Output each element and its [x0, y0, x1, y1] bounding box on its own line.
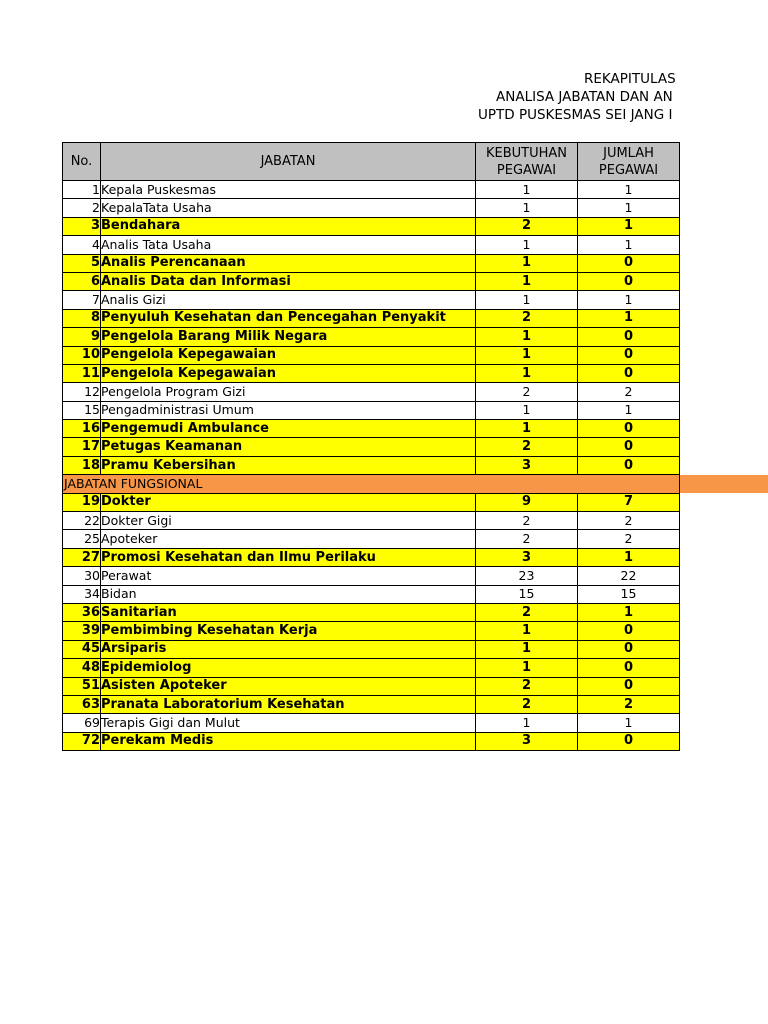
row-kebutuhan: 15 — [476, 585, 578, 603]
row-jumlah: 1 — [578, 217, 680, 235]
row-jumlah: 0 — [578, 438, 680, 456]
report-title-line-3: UPTD PUSKESMAS SEI JANG I — [478, 107, 673, 123]
row-kebutuhan: 3 — [476, 456, 578, 474]
row-jumlah: 0 — [578, 364, 680, 382]
row-kebutuhan: 1 — [476, 714, 578, 732]
row-jumlah: 0 — [578, 732, 680, 750]
row-jabatan: Terapis Gigi dan Mulut — [101, 714, 476, 732]
row-no: 11 — [63, 364, 101, 382]
table-row — [63, 732, 680, 750]
row-jumlah: 2 — [578, 530, 680, 548]
table-row — [63, 456, 680, 474]
row-no: 19 — [63, 493, 101, 511]
row-jabatan: Arsiparis — [101, 640, 476, 658]
row-jabatan: Asisten Apoteker — [101, 677, 476, 695]
row-no: 72 — [63, 732, 101, 750]
row-jumlah: 2 — [578, 695, 680, 713]
row-kebutuhan: 1 — [476, 236, 578, 254]
table-row — [63, 401, 680, 419]
row-jumlah: 1 — [578, 603, 680, 621]
table-row — [63, 291, 680, 309]
col-header-jumlah-line1: JUMLAH — [603, 145, 654, 161]
row-no: 36 — [63, 603, 101, 621]
table-row — [63, 420, 680, 438]
row-jabatan: Pranata Laboratorium Kesehatan — [101, 695, 476, 713]
row-jabatan: Pengadministrasi Umum — [101, 401, 476, 419]
table-row — [63, 567, 680, 585]
col-header-jumlah-line2: PEGAWAI — [598, 162, 659, 178]
row-no: 25 — [63, 530, 101, 548]
row-jabatan: Analis Tata Usaha — [101, 236, 476, 254]
row-jabatan: Pengelola Kepegawaian — [101, 346, 476, 364]
row-kebutuhan: 1 — [476, 640, 578, 658]
table-body-fungsional — [63, 493, 680, 750]
row-no: 2 — [63, 199, 101, 217]
row-kebutuhan: 1 — [476, 401, 578, 419]
row-kebutuhan: 2 — [476, 530, 578, 548]
row-jumlah: 0 — [578, 328, 680, 346]
table-row — [63, 254, 680, 272]
row-no: 39 — [63, 622, 101, 640]
row-kebutuhan: 1 — [476, 659, 578, 677]
row-jabatan: Penyuluh Kesehatan dan Pencegahan Penyakit — [101, 309, 476, 327]
row-jabatan: Petugas Keamanan — [101, 438, 476, 456]
table-row — [63, 512, 680, 530]
row-no: 45 — [63, 640, 101, 658]
row-jabatan: Epidemiolog — [101, 659, 476, 677]
row-no: 5 — [63, 254, 101, 272]
table-row — [63, 640, 680, 658]
row-kebutuhan: 2 — [476, 309, 578, 327]
row-kebutuhan: 2 — [476, 438, 578, 456]
table-row — [63, 236, 680, 254]
table-row — [63, 217, 680, 235]
row-jabatan: Pembimbing Kesehatan Kerja — [101, 622, 476, 640]
row-kebutuhan: 1 — [476, 254, 578, 272]
table-row — [63, 346, 680, 364]
row-no: 27 — [63, 548, 101, 566]
table-row — [63, 438, 680, 456]
row-jumlah: 1 — [578, 714, 680, 732]
row-kebutuhan: 2 — [476, 383, 578, 401]
section-row-extension — [680, 475, 768, 493]
section-row-fungsional — [63, 475, 680, 493]
row-jabatan: Sanitarian — [101, 603, 476, 621]
table-row — [63, 364, 680, 382]
table-row — [63, 199, 680, 217]
row-kebutuhan: 1 — [476, 199, 578, 217]
jabatan-table — [62, 142, 680, 751]
row-jabatan: Analis Perencanaan — [101, 254, 476, 272]
row-no: 3 — [63, 217, 101, 235]
table-row — [63, 383, 680, 401]
table-row — [63, 328, 680, 346]
row-no: 4 — [63, 236, 101, 254]
row-kebutuhan: 1 — [476, 181, 578, 199]
report-title-line-1: REKAPITULAS — [584, 71, 676, 87]
table-row — [63, 695, 680, 713]
row-jabatan: Apoteker — [101, 530, 476, 548]
table-row — [63, 530, 680, 548]
row-jabatan: Promosi Kesehatan dan Ilmu Perilaku — [101, 548, 476, 566]
row-kebutuhan: 2 — [476, 677, 578, 695]
section-label: JABATAN FUNGSIONAL — [63, 475, 680, 493]
row-jumlah: 0 — [578, 640, 680, 658]
row-jumlah: 1 — [578, 291, 680, 309]
row-jabatan: Perawat — [101, 567, 476, 585]
table-row — [63, 272, 680, 290]
row-jumlah: 0 — [578, 622, 680, 640]
row-no: 30 — [63, 567, 101, 585]
row-jumlah: 1 — [578, 236, 680, 254]
row-jumlah: 0 — [578, 254, 680, 272]
row-jumlah: 1 — [578, 181, 680, 199]
row-jumlah: 1 — [578, 548, 680, 566]
row-kebutuhan: 1 — [476, 272, 578, 290]
row-kebutuhan: 1 — [476, 328, 578, 346]
row-kebutuhan: 3 — [476, 548, 578, 566]
row-jabatan: Pengelola Program Gizi — [101, 383, 476, 401]
row-jumlah: 0 — [578, 677, 680, 695]
row-jabatan: Analis Data dan Informasi — [101, 272, 476, 290]
row-no: 22 — [63, 512, 101, 530]
row-jabatan: Perekam Medis — [101, 732, 476, 750]
row-jumlah: 7 — [578, 493, 680, 511]
row-jabatan: Analis Gizi — [101, 291, 476, 309]
row-kebutuhan: 2 — [476, 695, 578, 713]
row-jabatan: Kepala Puskesmas — [101, 181, 476, 199]
row-jumlah: 22 — [578, 567, 680, 585]
row-kebutuhan: 2 — [476, 603, 578, 621]
row-no: 9 — [63, 328, 101, 346]
row-jumlah: 15 — [578, 585, 680, 603]
report-title-block — [0, 70, 768, 126]
row-kebutuhan: 1 — [476, 420, 578, 438]
row-no: 34 — [63, 585, 101, 603]
row-jabatan: Pengemudi Ambulance — [101, 420, 476, 438]
col-header-jumlah — [578, 143, 680, 181]
row-kebutuhan: 1 — [476, 291, 578, 309]
row-jumlah: 0 — [578, 420, 680, 438]
row-no: 16 — [63, 420, 101, 438]
row-kebutuhan: 9 — [476, 493, 578, 511]
row-kebutuhan: 23 — [476, 567, 578, 585]
table-body-struktural — [63, 181, 680, 475]
table-row — [63, 548, 680, 566]
table-row — [63, 309, 680, 327]
table-row — [63, 603, 680, 621]
row-kebutuhan: 1 — [476, 364, 578, 382]
row-jumlah: 1 — [578, 309, 680, 327]
row-jumlah: 2 — [578, 512, 680, 530]
row-jumlah: 0 — [578, 456, 680, 474]
row-jumlah: 2 — [578, 383, 680, 401]
row-jabatan: Dokter Gigi — [101, 512, 476, 530]
row-no: 51 — [63, 677, 101, 695]
row-no: 7 — [63, 291, 101, 309]
row-kebutuhan: 3 — [476, 732, 578, 750]
table-section-fungsional — [63, 475, 680, 493]
report-title-line-2: ANALISA JABATAN DAN AN — [496, 89, 673, 105]
col-header-kebutuhan — [476, 143, 578, 181]
row-jabatan: KepalaTata Usaha — [101, 199, 476, 217]
row-no: 18 — [63, 456, 101, 474]
table-row — [63, 677, 680, 695]
row-kebutuhan: 2 — [476, 217, 578, 235]
table-row — [63, 585, 680, 603]
table-row — [63, 714, 680, 732]
row-jabatan: Bendahara — [101, 217, 476, 235]
table-row — [63, 493, 680, 511]
row-no: 17 — [63, 438, 101, 456]
row-no: 8 — [63, 309, 101, 327]
row-jabatan: Pengelola Kepegawaian — [101, 364, 476, 382]
table-row — [63, 622, 680, 640]
row-no: 63 — [63, 695, 101, 713]
table-header-row — [63, 143, 680, 181]
row-jumlah: 1 — [578, 401, 680, 419]
row-jabatan: Pramu Kebersihan — [101, 456, 476, 474]
col-header-kebutuhan-line2: PEGAWAI — [496, 162, 557, 178]
row-kebutuhan: 1 — [476, 622, 578, 640]
row-jumlah: 1 — [578, 199, 680, 217]
col-header-kebutuhan-line1: KEBUTUHAN — [485, 145, 568, 161]
row-jumlah: 0 — [578, 659, 680, 677]
row-kebutuhan: 1 — [476, 346, 578, 364]
table-row — [63, 659, 680, 677]
row-jabatan: Pengelola Barang Milik Negara — [101, 328, 476, 346]
row-jabatan: Dokter — [101, 493, 476, 511]
row-no: 6 — [63, 272, 101, 290]
row-no: 48 — [63, 659, 101, 677]
table-row — [63, 181, 680, 199]
row-no: 15 — [63, 401, 101, 419]
row-kebutuhan: 2 — [476, 512, 578, 530]
row-jabatan: Bidan — [101, 585, 476, 603]
col-header-no: No. — [63, 143, 101, 181]
row-no: 1 — [63, 181, 101, 199]
row-no: 12 — [63, 383, 101, 401]
row-no: 69 — [63, 714, 101, 732]
row-no: 10 — [63, 346, 101, 364]
row-jumlah: 0 — [578, 346, 680, 364]
col-header-jabatan: JABATAN — [101, 143, 476, 181]
row-jumlah: 0 — [578, 272, 680, 290]
